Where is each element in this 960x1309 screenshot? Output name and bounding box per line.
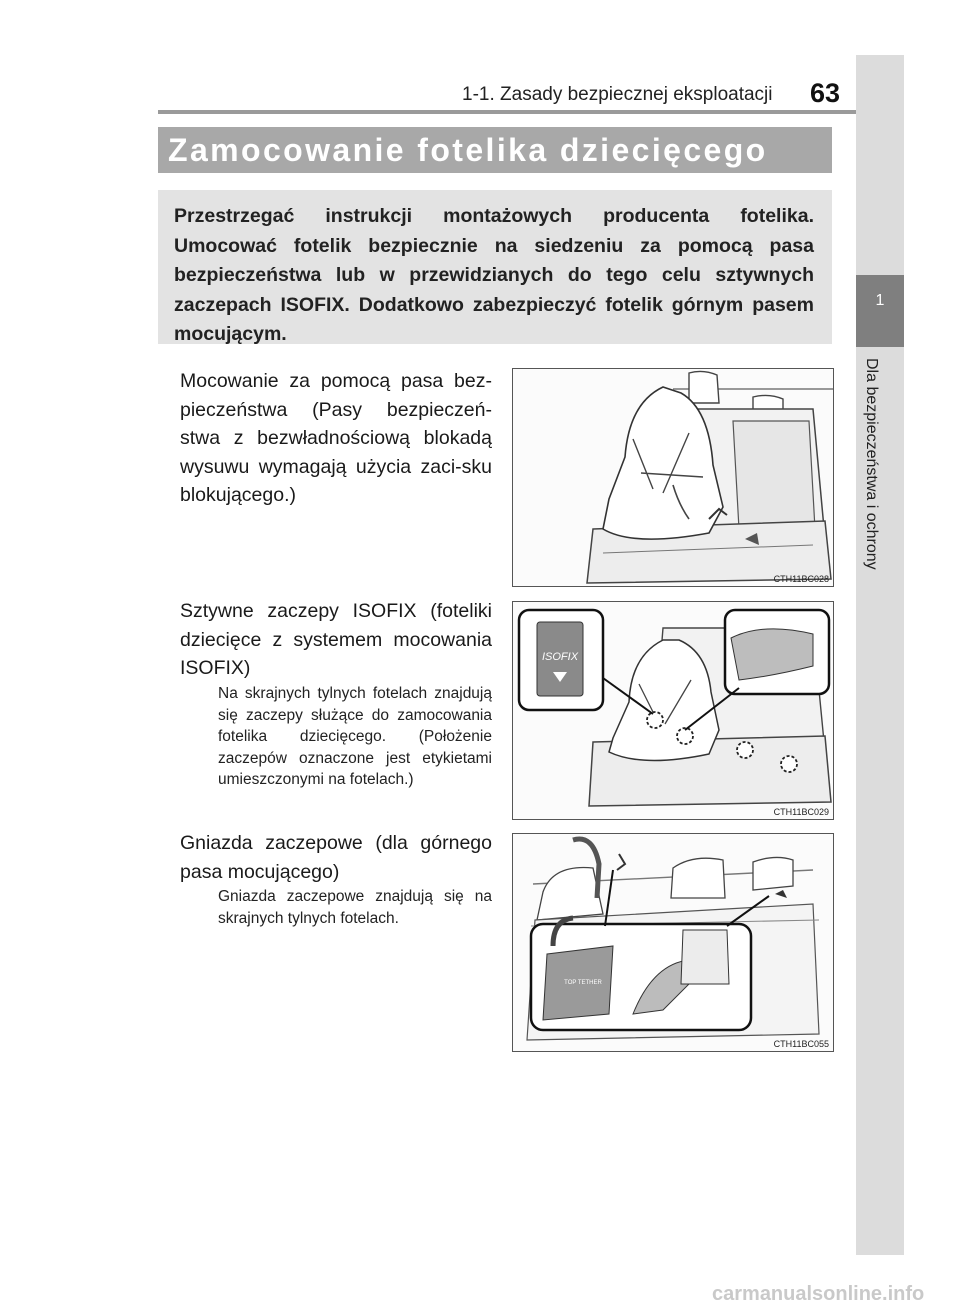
running-header: 1-1. Zasady bezpiecznej eksploatacji [462, 84, 773, 105]
chapter-side-strip [856, 55, 904, 1255]
intro-box [158, 190, 832, 344]
section-title: Zamocowanie fotelika dziecięcego [168, 132, 768, 168]
figure-code: CTH11BC028 [773, 574, 829, 584]
tether-label: TOP TETHER [564, 980, 602, 986]
header-rule [158, 110, 876, 114]
chapter-number: 1 [875, 292, 885, 309]
figure-seatbelt [512, 368, 834, 587]
chapter-label: Dla bezpieczeństwa i ochrony [863, 358, 880, 570]
chapter-tab[interactable] [856, 275, 904, 347]
figure-code: CTH11BC029 [773, 807, 829, 817]
section-title-bar [158, 127, 832, 173]
intro-text: Przestrzegać instrukcji montażowych producenta fotelika. Umocować fotelik bezpiecznie na siedzeniu za pomocą pasa bezpieczeństwa lub w przewidzianych do tego celu sztywnych zaczepach ISOFIX. Dodatkowo zabezpieczyć fotelik górnym pasem mocującym. [174, 205, 814, 345]
seat-illustration-1 [513, 369, 833, 586]
isofix-label: ISOFIX [541, 651, 579, 663]
item-tether-note: Gniazda zaczepowe znajdują się na skrajnych tylnych fotelach. [218, 888, 492, 927]
figure-tether [512, 833, 834, 1052]
figure-isofix [512, 601, 834, 820]
seat-illustration-3 [513, 834, 833, 1051]
item-isofix-text: Sztywne zaczepy ISOFIX (foteliki dziecięce z systemem mocowania ISOFIX) [180, 600, 492, 679]
figure-code: CTH11BC055 [773, 1039, 829, 1049]
item-isofix-note: Na skrajnych tylnych fotelach znajdują się zaczepy służące do zamocowania fotelika dziecięcego. (Położenie zaczepów oznaczone jest etykietami umieszczonymi na fotelach.) [218, 685, 492, 788]
watermark: carmanualsonline.info [712, 1283, 925, 1305]
seat-illustration-2 [513, 602, 833, 819]
page-number: 63 [809, 78, 840, 108]
item-tether-text: Gniazda zaczepowe (dla górnego pasa mocującego) [180, 832, 492, 883]
item-seatbelt-text: Mocowanie za pomocą pasa bez-pieczeństwa (Pasy bezpieczeń-stwa z bezwładnościową blokadą wysuwu wymagają użycia zaci-sku blokującego.) [180, 370, 492, 506]
